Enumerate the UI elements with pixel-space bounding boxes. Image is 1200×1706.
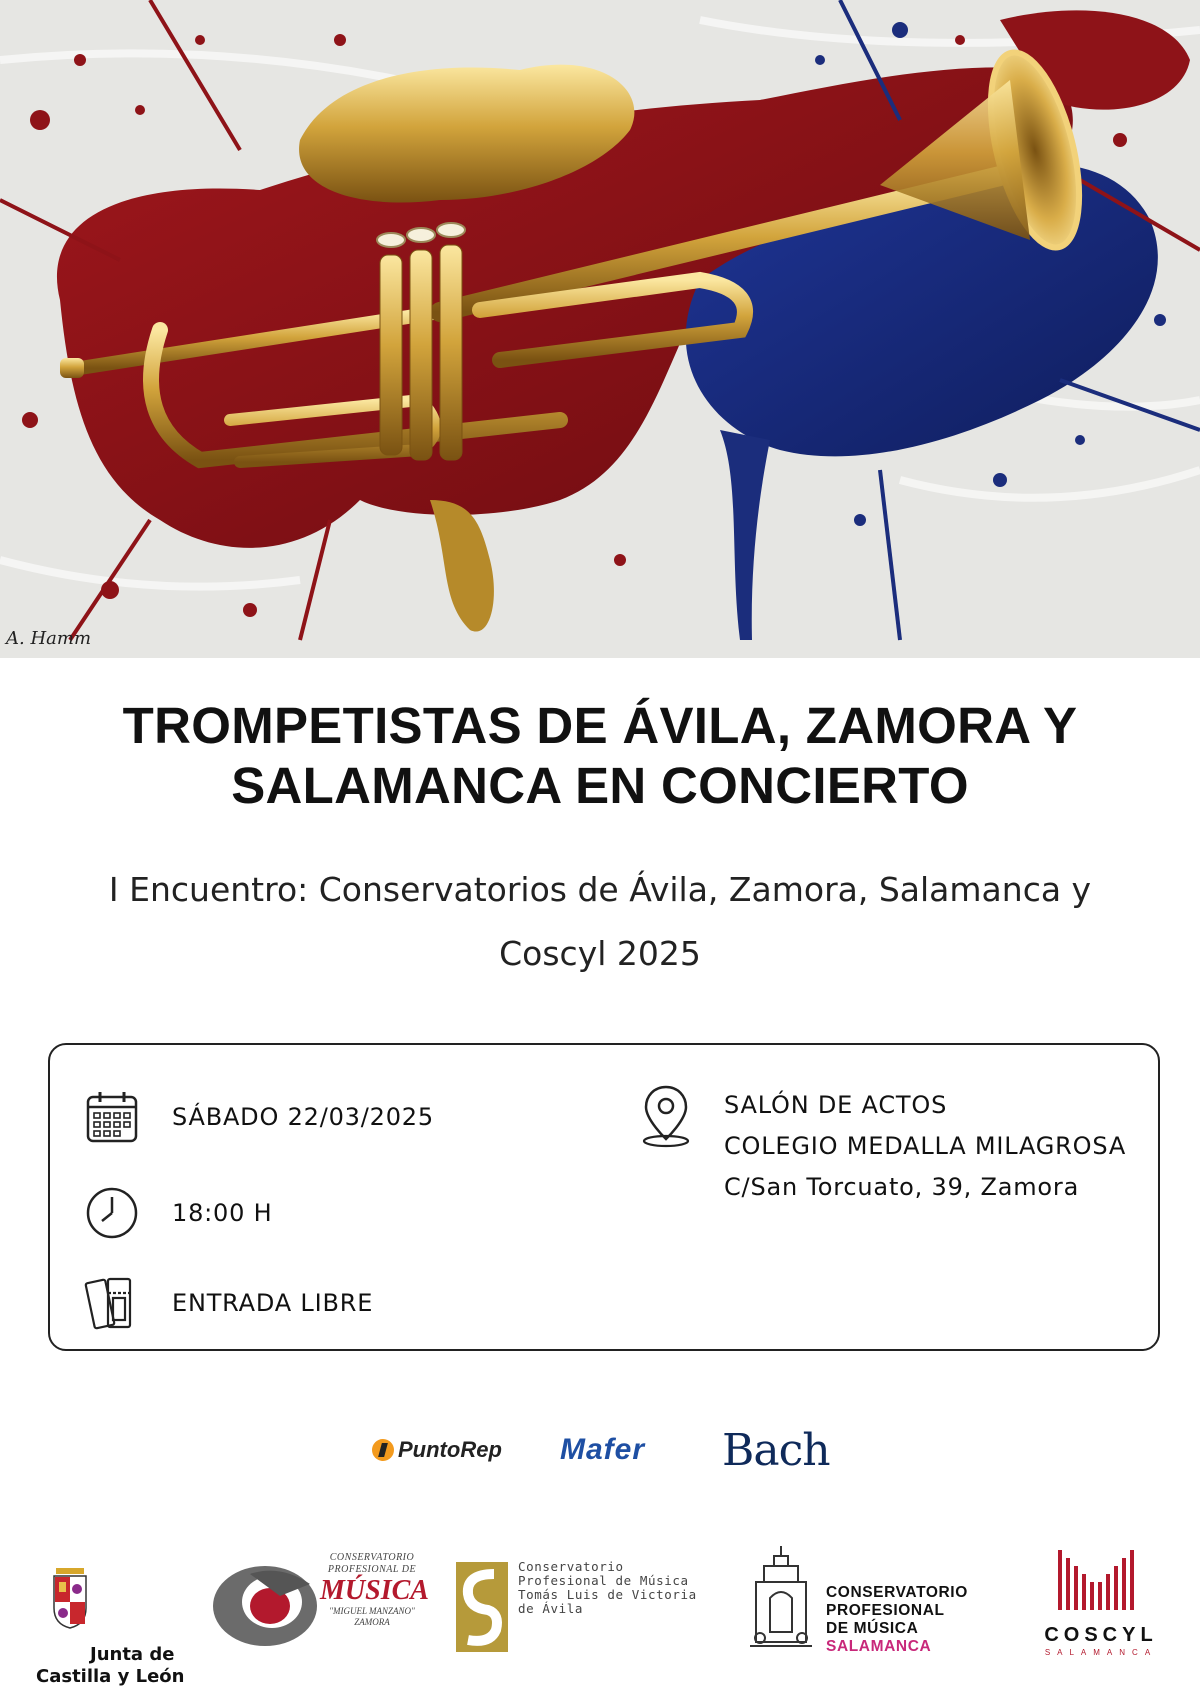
mafer-text: Mafer <box>560 1433 646 1466</box>
mafer-logo <box>560 1420 645 1480</box>
zamora-line-4: "MIGUEL MANZANO" <box>329 1606 415 1616</box>
zamora-line-1: CONSERVATORIO <box>329 1552 415 1563</box>
avila-emblem-icon <box>454 1560 510 1656</box>
calendar-icon <box>82 1087 142 1147</box>
puntorep-mark-icon <box>372 1439 394 1461</box>
jcyl-line-1: Junta de <box>90 1644 175 1665</box>
entry-text: ENTRADA LIBRE <box>172 1289 374 1317</box>
venue-line-2: COLEGIO MEDALLA MILAGROSA <box>724 1132 1127 1160</box>
coat-of-arms-icon <box>50 1562 90 1632</box>
avila-line-1: Conservatorio <box>518 1559 624 1574</box>
time-row <box>82 1183 272 1243</box>
venue-address <box>724 1085 1126 1208</box>
salamanca-line-1: CONSERVATORIO <box>826 1584 968 1601</box>
sponsor-logos <box>0 1420 1200 1480</box>
event-subtitle <box>60 858 1140 986</box>
clock-icon <box>82 1183 142 1243</box>
coscyl-name: COSCYL <box>1044 1624 1158 1646</box>
date-row <box>82 1087 434 1147</box>
title-line-2: SALAMANCA EN CONCIERTO <box>231 757 969 814</box>
avila-name <box>518 1560 697 1616</box>
artist-signature: A. Hamm <box>6 628 92 649</box>
salamanca-name <box>826 1584 968 1656</box>
zamora-name <box>320 1552 429 1628</box>
jcyl-name <box>36 1644 184 1688</box>
location-pin-icon <box>636 1083 696 1149</box>
hero-image <box>0 0 1200 658</box>
salamanca-line-4: SALAMANCA <box>826 1638 932 1655</box>
date-text: SÁBADO 22/03/2025 <box>172 1103 434 1131</box>
salamanca-line-3: DE MÚSICA <box>826 1620 919 1637</box>
entry-row <box>82 1273 373 1333</box>
bach-text: Bach <box>722 1424 830 1476</box>
time-text: 18:00 H <box>172 1199 273 1227</box>
coscyl-bars-icon <box>1056 1544 1146 1614</box>
salamanca-building-icon <box>746 1542 816 1652</box>
avila-line-4: de Ávila <box>518 1601 584 1616</box>
subtitle-line-2: Coscyl 2025 <box>499 934 701 973</box>
puntorep-text: PuntoRep <box>398 1437 502 1462</box>
trumpet-painting <box>0 0 1200 658</box>
subtitle-line-1: I Encuentro: Conservatorios de Ávila, Zamora, Salamanca y <box>108 870 1092 909</box>
ticket-icon <box>82 1273 142 1333</box>
avila-line-3: Tomás Luis de Victoria <box>518 1587 697 1602</box>
venue-line-3: C/San Torcuato, 39, Zamora <box>724 1173 1080 1201</box>
venue-line-1: SALÓN DE ACTOS <box>724 1091 948 1119</box>
coscyl-subtitle: SALAMANCA <box>1044 1648 1158 1657</box>
conservatorio-zamora-logo <box>210 1548 429 1658</box>
salamanca-line-2: PROFESIONAL <box>826 1602 945 1619</box>
venue-block <box>636 1083 1126 1208</box>
page-title <box>0 696 1200 816</box>
bach-logo <box>722 1420 830 1480</box>
puntorep-logo <box>372 1420 502 1480</box>
title-line-1: TROMPETISTAS DE ÁVILA, ZAMORA Y <box>122 697 1078 754</box>
jcyl-line-2: Castilla y León <box>36 1666 185 1687</box>
zamora-line-3: MÚSICA <box>320 1575 429 1606</box>
zamora-emblem-icon <box>210 1554 330 1654</box>
institution-logos <box>0 1530 1200 1687</box>
avila-line-2: Profesional de Música <box>518 1573 689 1588</box>
event-info-box <box>48 1043 1160 1351</box>
zamora-line-5: ZAMORA <box>354 1617 390 1627</box>
zamora-line-2: PROFESIONAL DE <box>327 1564 417 1575</box>
